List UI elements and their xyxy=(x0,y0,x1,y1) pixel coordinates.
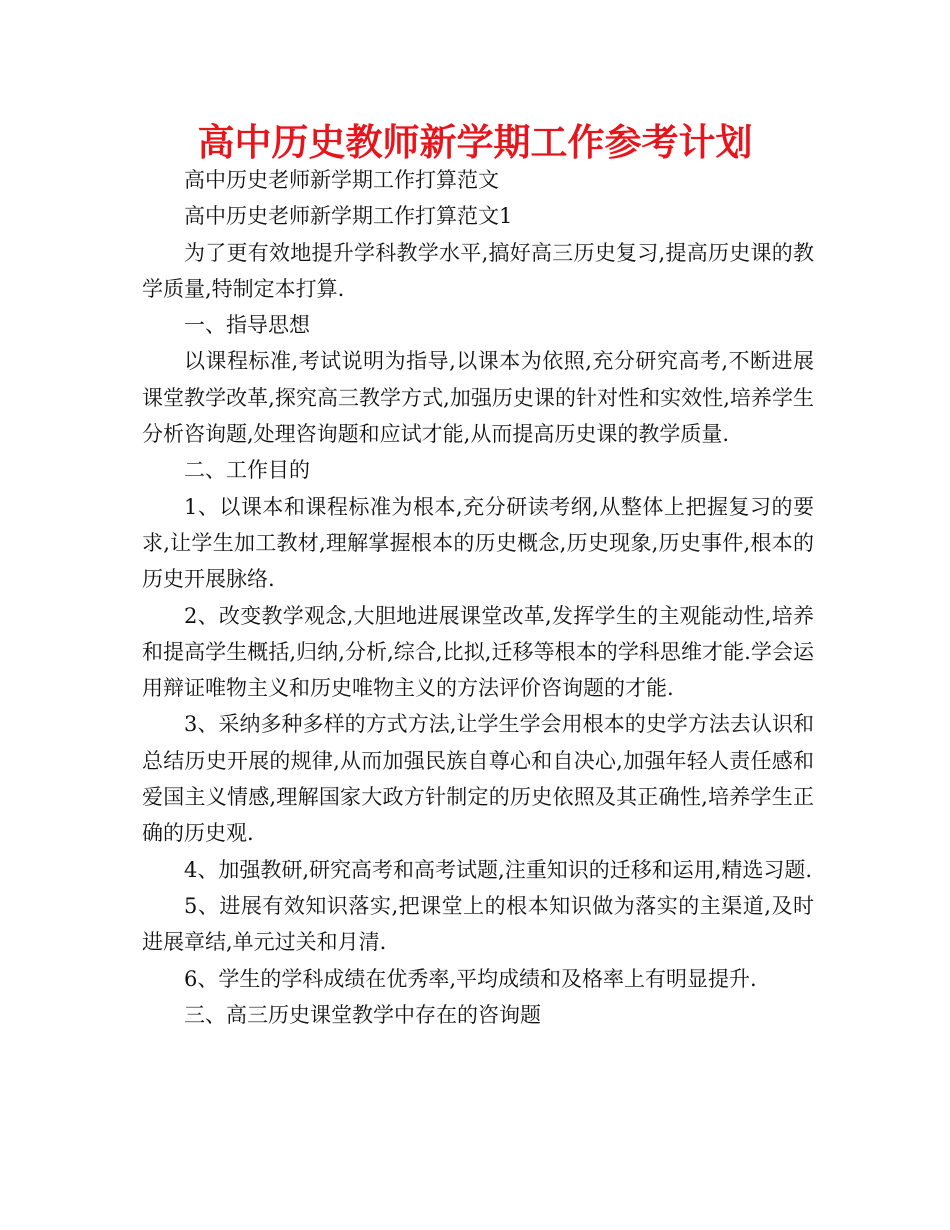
list-item-goal-6: 6、学生的学科成绩在优秀率,平均成绩和及格率上有明显提升. xyxy=(184,966,757,991)
paragraph-heading-sample: 高中历史老师新学期工作打算范文 xyxy=(184,168,499,192)
list-item-goal-1: 1、以课本和课程标准为根本,充分研读考纲,从整体上把握复习的要求,让学生加工教材,理解掌握根本的历史概念,历史现象,历史事件,根本的历史开展脉络. xyxy=(142,494,814,592)
document-title: 高中历史教师新学期工作参考计划 xyxy=(197,121,753,164)
document-body xyxy=(142,162,814,1033)
paragraph-intro: 为了更有效地提升学科教学水平,搞好高三历史复习,提高历史课的教学质量,特制定本打算. xyxy=(142,240,814,301)
list-item-goal-2: 2、改变教学观念,大胆地进展课堂改革,发挥学生的主观能动性,培养和提高学生概括,归纳,分析,综合,比拟,迁移等根本的学科思维才能.学会运用辩证唯物主义和历史唯物主义的方法评价咨询题的才能. xyxy=(142,603,814,701)
section-heading-guiding-thought: 一、指导思想 xyxy=(184,313,310,338)
paragraph-heading-sample-1: 高中历史老师新学期工作打算范文1 xyxy=(184,204,513,229)
list-item-goal-4: 4、加强教研,研究高考和高考试题,注重知识的迁移和运用,精选习题. xyxy=(184,857,813,882)
list-item-goal-5: 5、进展有效知识落实,把课堂上的根本知识做为落实的主渠道,及时进展章结,单元过关和月清. xyxy=(142,893,814,955)
section-heading-work-goals: 二、工作目的 xyxy=(184,458,310,483)
list-item-goal-3: 3、采纳多种多样的方式方法,让学生学会用根本的史学方法去认识和总结历史开展的规律,从而加强民族自尊心和自决心,加强年轻人责任感和爱国主义情感,理解国家大政方针制定的历史依照及其正确性,培养学生正确的历史观. xyxy=(142,712,814,846)
section-heading-problems: 三、高三历史课堂教学中存在的咨询题 xyxy=(184,1002,541,1027)
paragraph-guiding-thought: 以课程标准,考试说明为指导,以课本为依照,充分研究高考,不断进展课堂教学改革,探究高三教学方式,加强历史课的针对性和实效性,培养学生分析咨询题,处理咨询题和应试才能,从而提高历史课的教学质量. xyxy=(142,349,814,447)
